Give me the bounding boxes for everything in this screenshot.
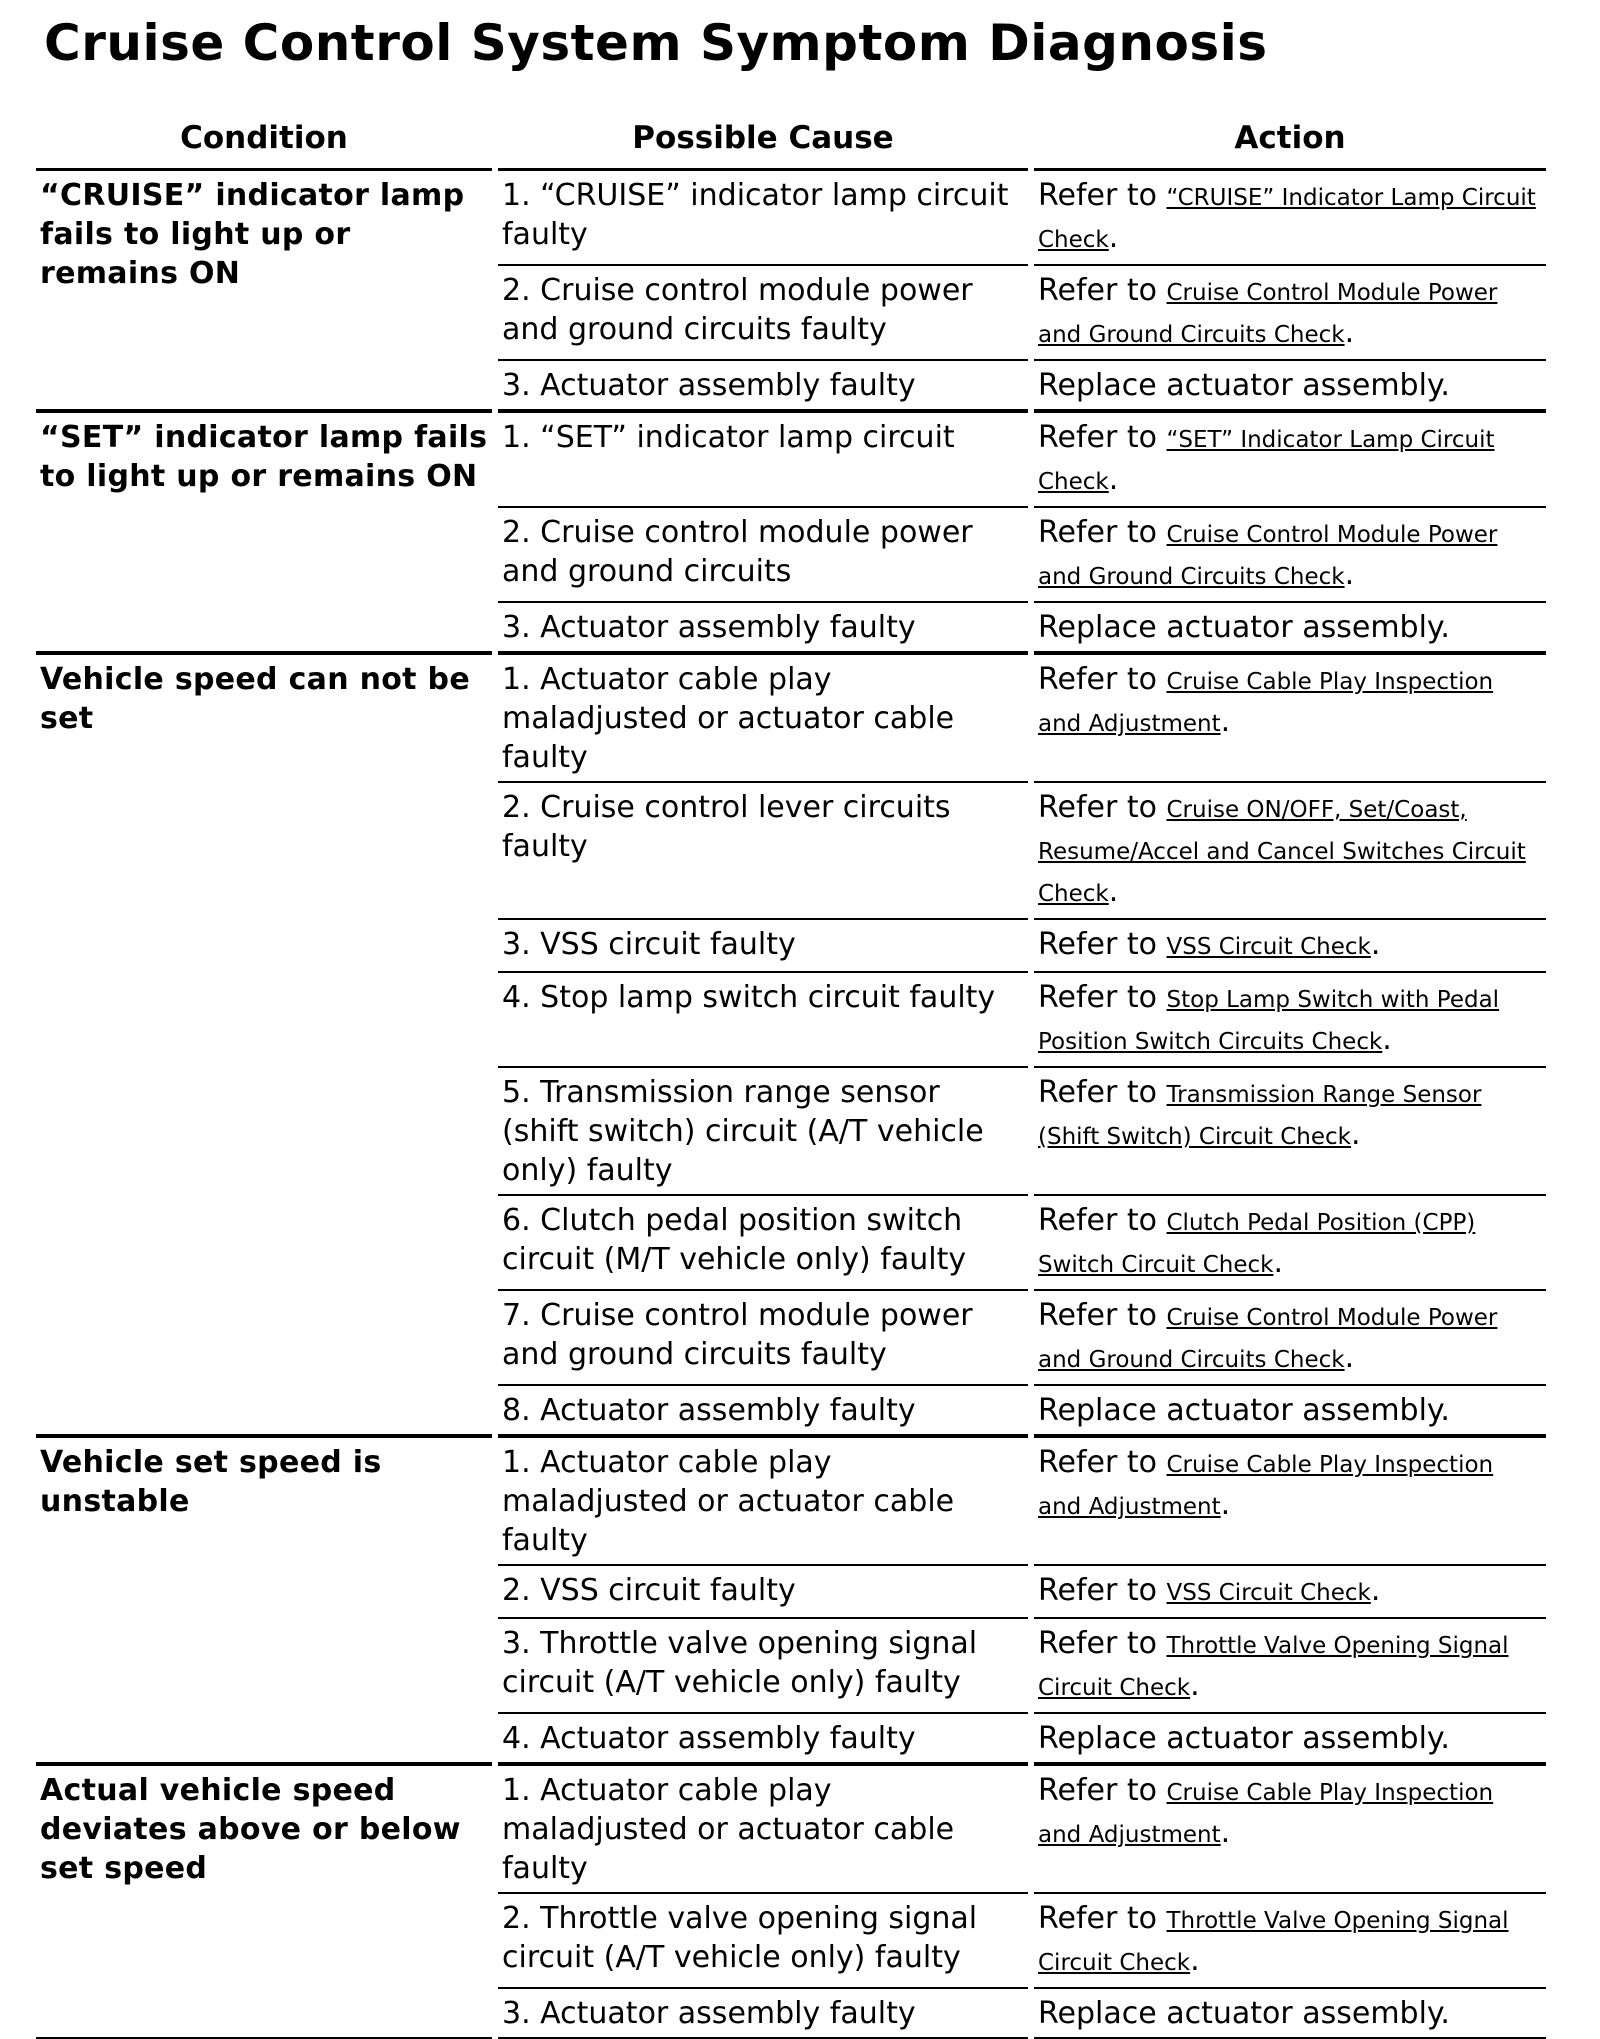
action-text: Refer to — [1038, 1298, 1167, 1333]
action-cell — [1034, 973, 1546, 1068]
header-condition: Condition — [36, 114, 492, 171]
possible-cause-cell: 2. Cruise control module power and ground circuits faulty — [498, 266, 1028, 361]
action-cell — [1034, 1436, 1546, 1566]
action-cell — [1034, 508, 1546, 603]
action-suffix: . — [1344, 1340, 1355, 1375]
action-cell — [1034, 1068, 1546, 1196]
possible-cause-cell: 3. Actuator assembly faulty — [498, 361, 1028, 411]
action-suffix: . — [1108, 462, 1119, 497]
possible-cause-cell: 2. VSS circuit faulty — [498, 1566, 1028, 1619]
possible-cause-cell: 7. Cruise control module power and ground circuits faulty — [498, 1291, 1028, 1386]
header-action: Action — [1034, 114, 1546, 171]
table-row — [36, 1436, 1546, 1566]
condition-cell: Actual vehicle speed deviates above or below set speed — [36, 1764, 492, 2039]
action-text: Refer to — [1038, 1626, 1167, 1661]
action-text: Refer to — [1038, 515, 1167, 550]
action-suffix: . — [1344, 315, 1355, 350]
action-cell — [1034, 361, 1546, 411]
condition-cell: Vehicle set speed is unstable — [36, 1436, 492, 1764]
possible-cause-cell: 3. VSS circuit faulty — [498, 920, 1028, 973]
table-row — [36, 411, 1546, 508]
action-text: Refer to — [1038, 1773, 1167, 1808]
action-link[interactable]: Cruise Control Module Power and Ground Circuits Check — [1038, 280, 1498, 348]
action-cell — [1034, 1291, 1546, 1386]
action-suffix: . — [1370, 927, 1381, 962]
action-text: Replace actuator assembly. — [1038, 1721, 1450, 1756]
action-cell — [1034, 1894, 1546, 1989]
action-cell — [1034, 1386, 1546, 1436]
action-suffix: . — [1220, 1487, 1231, 1522]
action-link[interactable]: Stop Lamp Switch with Pedal Position Switch Circuits Check — [1038, 987, 1500, 1055]
action-cell — [1034, 1196, 1546, 1291]
action-link[interactable]: VSS Circuit Check — [1166, 934, 1371, 960]
possible-cause-cell: 1. “SET” indicator lamp circuit — [498, 411, 1028, 508]
action-suffix: . — [1108, 220, 1119, 255]
header-row — [36, 114, 1546, 171]
table-row — [36, 653, 1546, 783]
action-link[interactable]: Cruise Cable Play Inspection and Adjustment — [1038, 1780, 1494, 1848]
action-link[interactable]: Cruise Control Module Power and Ground Circuits Check — [1038, 1305, 1498, 1373]
action-text: Refer to — [1038, 1075, 1167, 1110]
action-text: Refer to — [1038, 927, 1167, 962]
possible-cause-cell: 5. Transmission range sensor (shift switch) circuit (A/T vehicle only) faulty — [498, 1068, 1028, 1196]
action-link[interactable]: VSS Circuit Check — [1166, 1580, 1371, 1606]
action-suffix: . — [1370, 1573, 1381, 1608]
action-suffix: . — [1190, 1943, 1200, 1978]
action-suffix: . — [1220, 704, 1231, 739]
action-link[interactable]: Throttle Valve Opening Signal Circuit Check — [1038, 1633, 1509, 1701]
possible-cause-cell: 1. “CRUISE” indicator lamp circuit faulty — [498, 171, 1028, 266]
possible-cause-cell: 3. Actuator assembly faulty — [498, 1989, 1028, 2039]
action-cell — [1034, 1566, 1546, 1619]
action-link[interactable]: “CRUISE” Indicator Lamp Circuit Check — [1038, 185, 1536, 253]
action-suffix: . — [1108, 874, 1119, 909]
action-link[interactable]: Cruise ON/OFF, Set/Coast, Resume/Accel and Cancel Switches Circuit Check — [1038, 797, 1526, 907]
action-text: Replace actuator assembly. — [1038, 1996, 1450, 2031]
possible-cause-cell: 4. Actuator assembly faulty — [498, 1714, 1028, 1764]
table-body — [36, 171, 1546, 2039]
action-cell — [1034, 171, 1546, 266]
possible-cause-cell: 1. Actuator cable play maladjusted or actuator cable faulty — [498, 1436, 1028, 1566]
possible-cause-cell: 2. Cruise control lever circuits faulty — [498, 783, 1028, 920]
action-text: Replace actuator assembly. — [1038, 610, 1450, 645]
action-suffix: . — [1350, 1117, 1361, 1152]
action-text: Refer to — [1038, 1901, 1167, 1936]
action-suffix: . — [1273, 1245, 1283, 1280]
condition-cell: “CRUISE” indicator lamp fails to light up or remains ON — [36, 171, 492, 411]
action-cell — [1034, 1619, 1546, 1714]
action-cell — [1034, 411, 1546, 508]
action-text: Refer to — [1038, 1445, 1167, 1480]
action-text: Refer to — [1038, 1573, 1167, 1608]
action-cell — [1034, 653, 1546, 783]
table-row — [36, 171, 1546, 266]
symptom-diagnosis-table — [30, 114, 1552, 2039]
page-title: Cruise Control System Symptom Diagnosis — [44, 14, 1268, 72]
action-suffix: . — [1220, 1815, 1231, 1850]
action-link[interactable]: Cruise Cable Play Inspection and Adjustment — [1038, 669, 1494, 737]
table-row — [36, 1764, 1546, 1894]
action-text: Refer to — [1038, 273, 1167, 308]
action-cell — [1034, 1714, 1546, 1764]
possible-cause-cell: 1. Actuator cable play maladjusted or actuator cable faulty — [498, 653, 1028, 783]
action-cell — [1034, 920, 1546, 973]
action-link[interactable]: Cruise Cable Play Inspection and Adjustment — [1038, 1452, 1494, 1520]
action-link[interactable]: Throttle Valve Opening Signal Circuit Check — [1038, 1908, 1509, 1976]
action-text: Refer to — [1038, 662, 1167, 697]
action-text: Refer to — [1038, 1203, 1167, 1238]
action-text: Refer to — [1038, 980, 1167, 1015]
action-text: Replace actuator assembly. — [1038, 1393, 1450, 1428]
condition-cell: “SET” indicator lamp fails to light up or remains ON — [36, 411, 492, 653]
action-text: Replace actuator assembly. — [1038, 368, 1450, 403]
condition-cell: Vehicle speed can not be set — [36, 653, 492, 1436]
action-cell — [1034, 603, 1546, 653]
header-possible-cause: Possible Cause — [498, 114, 1028, 171]
action-cell — [1034, 783, 1546, 920]
action-cell — [1034, 1989, 1546, 2039]
action-cell — [1034, 1764, 1546, 1894]
possible-cause-cell: 8. Actuator assembly faulty — [498, 1386, 1028, 1436]
action-suffix: . — [1344, 557, 1355, 592]
action-link[interactable]: Transmission Range Sensor (Shift Switch) Circuit Check — [1038, 1082, 1482, 1150]
action-suffix: . — [1382, 1022, 1392, 1057]
action-text: Refer to — [1038, 178, 1167, 213]
action-link[interactable]: “SET” Indicator Lamp Circuit Check — [1038, 427, 1495, 495]
action-text: Refer to — [1038, 420, 1167, 455]
possible-cause-cell: 3. Throttle valve opening signal circuit (A/T vehicle only) faulty — [498, 1619, 1028, 1714]
possible-cause-cell: 2. Throttle valve opening signal circuit (A/T vehicle only) faulty — [498, 1894, 1028, 1989]
possible-cause-cell: 6. Clutch pedal position switch circuit (M/T vehicle only) faulty — [498, 1196, 1028, 1291]
action-text: Refer to — [1038, 790, 1167, 825]
action-cell — [1034, 266, 1546, 361]
possible-cause-cell: 2. Cruise control module power and ground circuits — [498, 508, 1028, 603]
possible-cause-cell: 4. Stop lamp switch circuit faulty — [498, 973, 1028, 1068]
possible-cause-cell: 3. Actuator assembly faulty — [498, 603, 1028, 653]
action-link[interactable]: Cruise Control Module Power and Ground Circuits Check — [1038, 522, 1498, 590]
possible-cause-cell: 1. Actuator cable play maladjusted or actuator cable faulty — [498, 1764, 1028, 1894]
action-suffix: . — [1190, 1668, 1200, 1703]
action-link[interactable]: Clutch Pedal Position (CPP) Switch Circuit Check — [1038, 1210, 1476, 1278]
